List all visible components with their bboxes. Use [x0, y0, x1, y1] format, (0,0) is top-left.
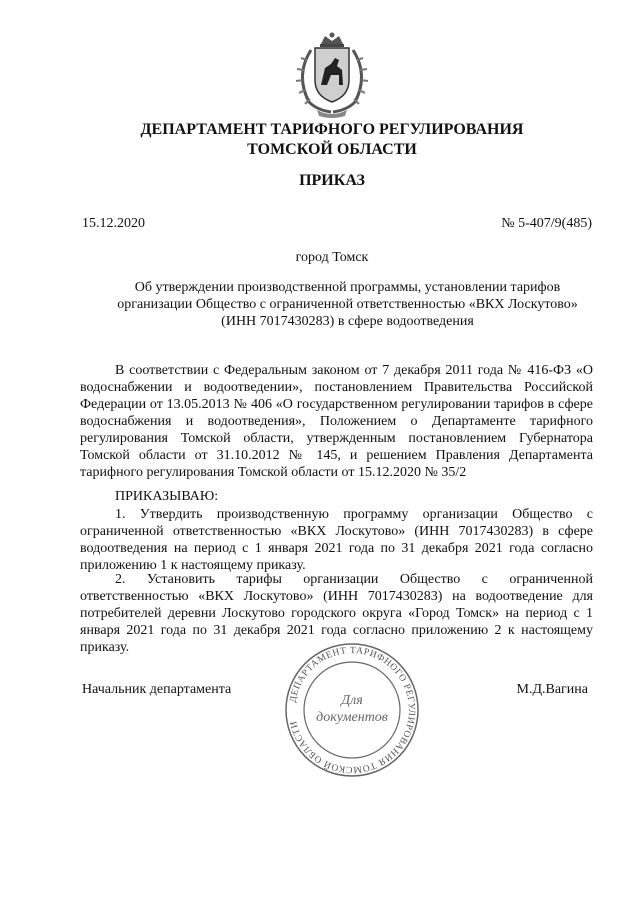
stamp-center-line-2: документов	[316, 710, 388, 725]
stamp-ring-text: ДЕПАРТАМЕНТ ТАРИФНОГО РЕГУЛИРОВАНИЯ ТОМСКОЙ ОБЛАСТИ	[288, 645, 417, 775]
signatory-name: М.Д.Вагина	[516, 682, 588, 697]
official-stamp-icon	[282, 640, 422, 780]
order-date: 15.12.2020	[82, 216, 145, 231]
order-item-1: 1. Утвердить производственную программу организации Общество с ограниченной ответственностью «ВКХ Лоскутово» (ИНН 7017430283) в сфере водоотведения на период с 1 января 2021 года по 31 декабря 2021 года согласно приложению 1 к настоящему приказу.	[80, 507, 593, 573]
coat-of-arms-icon	[287, 30, 377, 120]
department-title	[0, 120, 640, 160]
department-line-2: ТОМСКОЙ ОБЛАСТИ	[247, 141, 417, 158]
order-directive-word: ПРИКАЗЫВАЮ:	[115, 489, 219, 504]
order-city: город Томск	[295, 250, 369, 265]
order-number: № 5-407/9(485)	[501, 216, 592, 231]
order-item-2: 2. Установить тарифы организации Общество с ограниченной ответственностью «ВКХ Лоскутово» (ИНН 7017430283) на водоотведение для потребителей деревни Лоскутово городского округа «Город Томск» на период с 1 января 2021 года по 31 декабря 2021 года согласно приложению 2 к настоящему приказу.	[80, 572, 593, 655]
stamp-center-line-1: Для	[341, 693, 363, 708]
department-line-1: ДЕПАРТАМЕНТ ТАРИФНОГО РЕГУЛИРОВАНИЯ	[140, 121, 524, 138]
signatory-title: Начальник департамента	[82, 682, 232, 697]
order-subject: Об утверждении производственной программы, установлении тарифов организации Общество с ограниченной ответственностью «ВКХ Лоскутово» (ИНН 7017430283) в сфере водоотведения	[117, 280, 578, 329]
preamble-paragraph: В соответствии с Федеральным законом от 7 декабря 2011 года № 416-ФЗ «О водоснабжении и водоотведении», постановлением Правительства Российской Федерации от 13.05.2013 № 406 «О государственном регулировании тарифов в сфере водоснабжения и водоотведения», Положением о Департаменте тарифного регулирования Томской области, утвержденным постановлением Губернатора Томской области от 31.10.2012 № 145, и решением Правления Департамента тарифного регулирования Томской области от 15.12.2020 № 35/2	[80, 363, 593, 480]
document-type: ПРИКАЗ	[299, 172, 365, 189]
